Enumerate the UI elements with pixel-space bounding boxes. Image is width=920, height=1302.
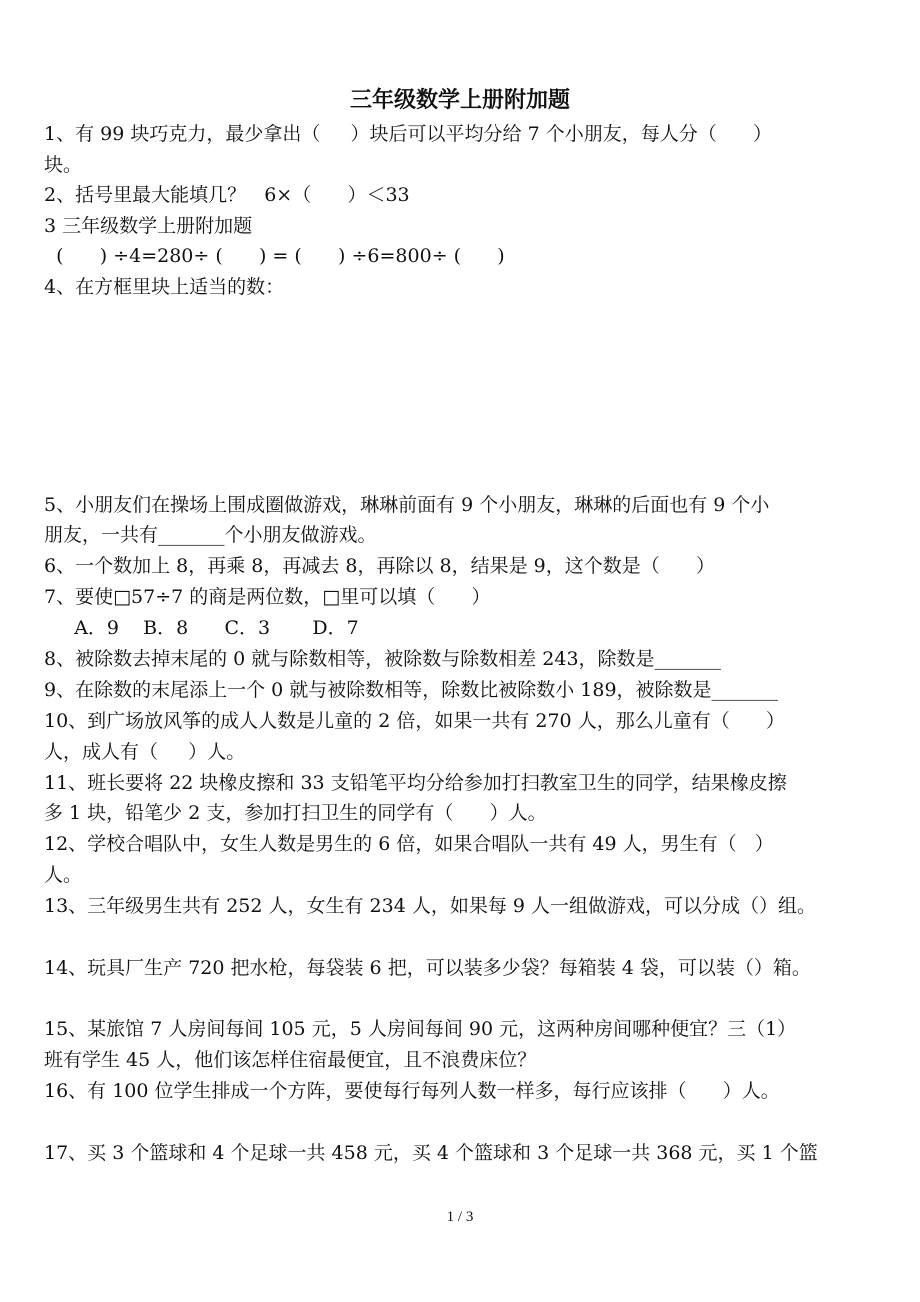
page-title: 三年级数学上册附加题 <box>349 88 570 113</box>
question-7-options: A．9 B．8 C．3 D．7 <box>44 617 359 639</box>
question-15-line-2: 班有学生 45 人，他们该怎样住宿最便宜，且不浪费床位？ <box>44 1049 537 1071</box>
question-17: 17、买 3 个篮球和 4 个足球一共 458 元，买 4 个篮球和 3 个足球一共 368 元，买 1 个篮 <box>44 1142 818 1164</box>
question-9: 9、在除数的末尾添上一个 0 就与被除数相等，除数比被除数小 189，被除数是_______ <box>44 679 779 701</box>
question-3-equation: ( ) ÷4=280÷ ( ) = ( ) ÷6=800÷ ( ) <box>44 245 505 267</box>
question-11-line-2: 多 1 块，铅笔少 2 支，参加打扫卫生的同学有（ ）人。 <box>44 802 547 824</box>
question-12-line-2: 人。 <box>44 864 83 886</box>
question-10-line-1: 10、到广场放风筝的成人人数是儿童的 2 倍，如果一共有 270 人，那么儿童有（ ） <box>44 710 785 732</box>
question-7: 7、要使□57÷7 的商是两位数，□里可以填（ ） <box>44 586 491 608</box>
question-2: 2、括号里最大能填几？ 6×（ ）＜33 <box>44 184 410 206</box>
question-8: 8、被除数去掉末尾的 0 就与除数相等，被除数与除数相差 243，除数是_______ <box>44 648 722 670</box>
question-12-line-1: 12、学校合唱队中，女生人数是男生的 6 倍，如果合唱队一共有 49 人，男生有（ ） <box>44 833 774 855</box>
question-10-line-2: 人，成人有（ ）人。 <box>44 741 246 763</box>
question-15-line-1: 15、某旅馆 7 人房间每间 105 元，5 人房间每间 90 元，这两种房间哪种便宜？三（1） <box>44 1018 797 1040</box>
question-6: 6、一个数加上 8，再乘 8，再减去 8，再除以 8，结果是 9，这个数是（ ） <box>44 555 715 577</box>
question-13: 13、三年级男生共有 252 人，女生有 234 人，如果每 9 人一组做游戏，可以分成（）组。 <box>44 895 817 917</box>
question-4: 4、在方框里块上适当的数： <box>44 276 285 298</box>
page-number: 1 / 3 <box>446 1209 474 1225</box>
question-1-line-2: 块。 <box>44 154 83 176</box>
question-3-heading: 3 三年级数学上册附加题 <box>44 215 253 237</box>
question-16: 16、有 100 位学生排成一个方阵，要使每行每列人数一样多，每行应该排（ ）人。 <box>44 1080 780 1102</box>
question-5-line-1: 5、小朋友们在操场上围成圈做游戏，琳琳前面有 9 个小朋友，琳琳的后面也有 9 个小 <box>44 494 770 516</box>
question-5-line-2: 朋友，一共有_______个小朋友做游戏。 <box>44 524 377 546</box>
question-1-line-1: 1、有 99 块巧克力，最少拿出（ ）块后可以平均分给 7 个小朋友，每人分（ ） <box>44 123 772 145</box>
question-14: 14、玩具厂生产 720 把水枪，每袋装 6 把，可以装多少袋？每箱装 4 袋，可以装（）箱。 <box>44 957 811 979</box>
question-11-line-1: 11、班长要将 22 块橡皮擦和 33 支铅笔平均分给参加打扫教室卫生的同学，结果橡皮擦 <box>44 772 787 794</box>
